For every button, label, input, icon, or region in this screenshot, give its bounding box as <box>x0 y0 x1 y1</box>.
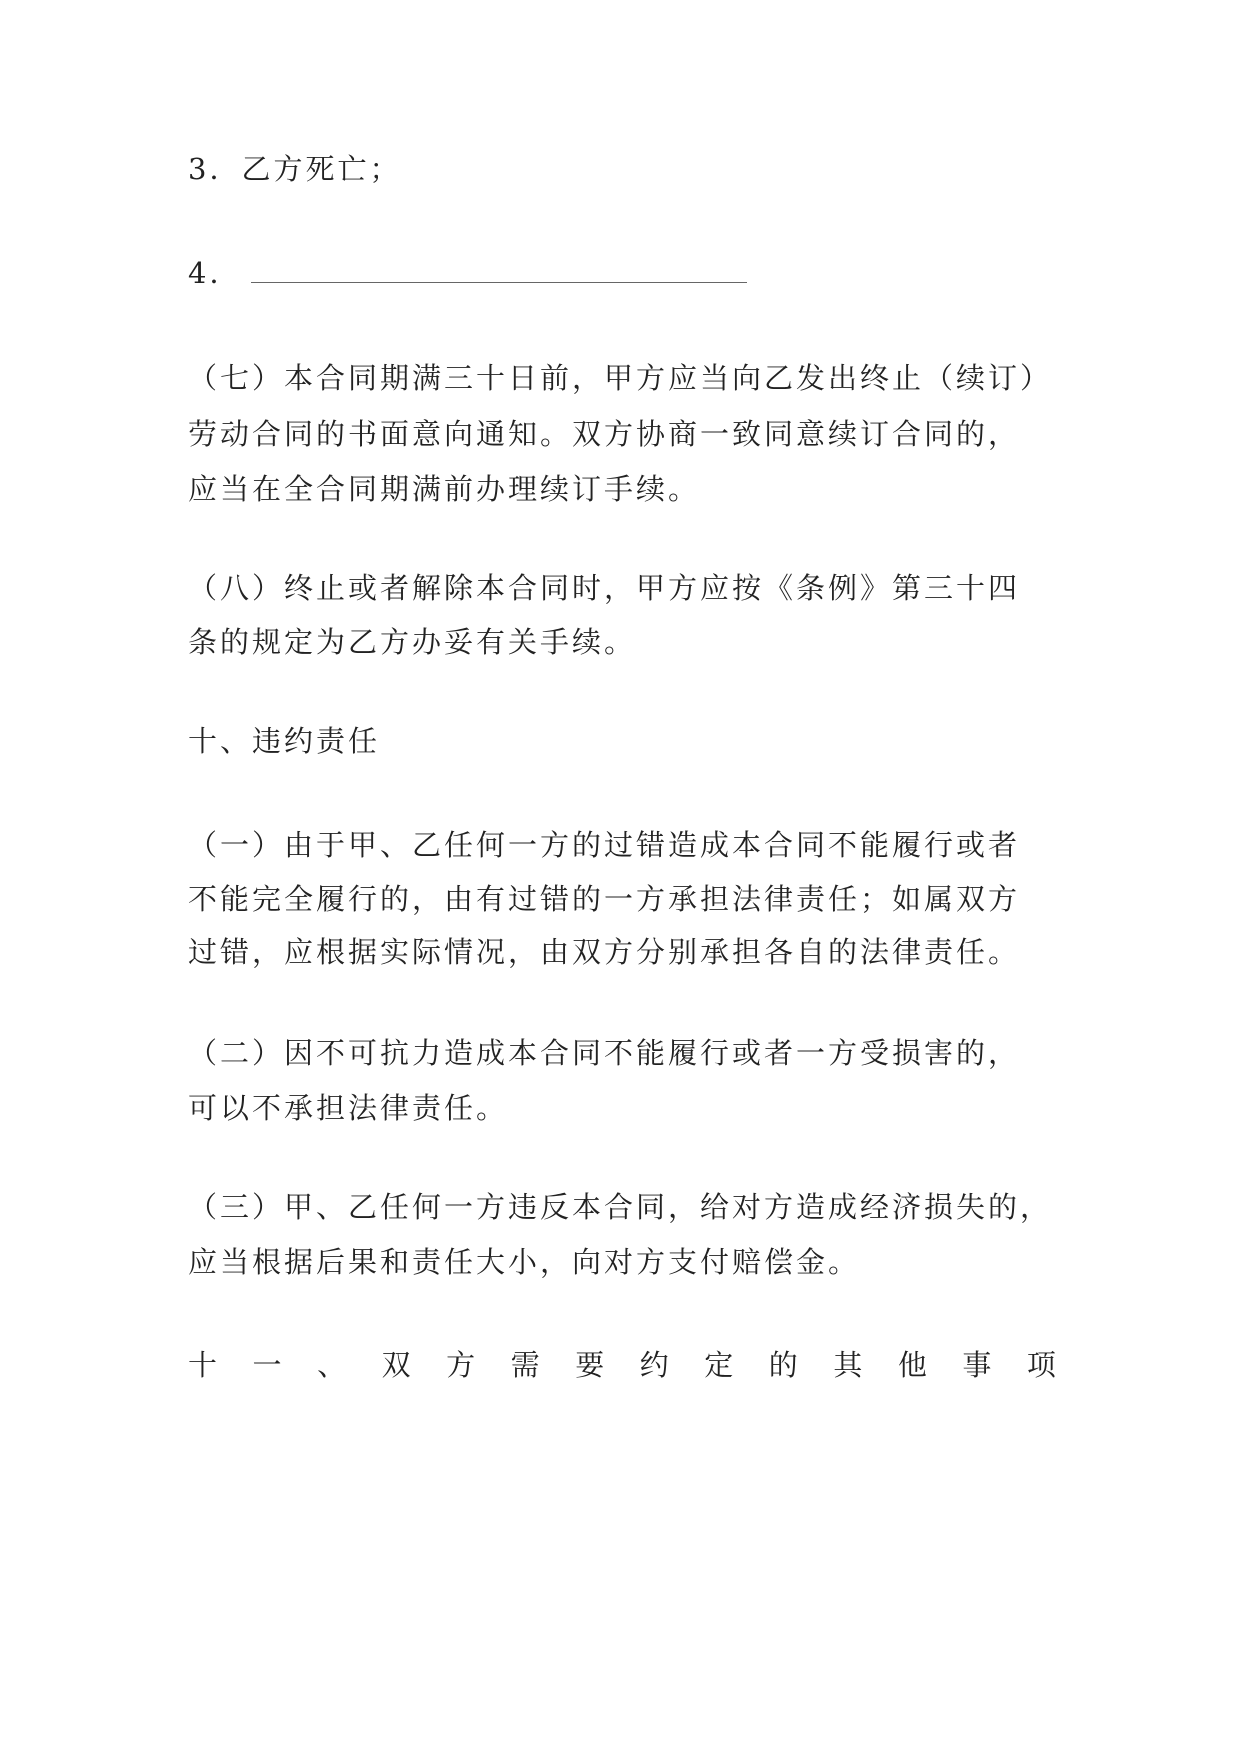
heading-char: 一 <box>252 1348 282 1382</box>
paragraph-one-line-3: 过错，应根据实际情况，由双方分别承担各自的法律责任。 <box>188 935 1021 969</box>
heading-char: 方 <box>446 1348 476 1382</box>
paragraph-7-line-3: 应当在全合同期满前办理续订手续。 <box>188 472 701 506</box>
heading-char: 双 <box>381 1348 411 1382</box>
section-10-heading: 十、违约责任 <box>188 724 381 758</box>
list-item-3: 3．乙方死亡； <box>188 152 402 186</box>
paragraph-one-line-2: 不能完全履行的，由有过错的一方承担法律责任；如属双方 <box>188 882 1021 916</box>
list-item-4 <box>188 244 1068 302</box>
heading-char: 需 <box>510 1348 540 1382</box>
section-11-heading <box>188 1336 1056 1394</box>
paragraph-8-line-1: （八）终止或者解除本合同时，甲方应按《条例》第三十四 <box>188 571 1021 605</box>
paragraph-three-line-2: 应当根据后果和责任大小，向对方支付赔偿金。 <box>188 1245 861 1279</box>
heading-char: 十 <box>188 1348 218 1382</box>
paragraph-two-line-1: （二）因不可抗力造成本合同不能履行或者一方受损害的， <box>188 1036 1021 1070</box>
paragraph-one-line-1: （一）由于甲、乙任何一方的过错造成本合同不能履行或者 <box>188 828 1021 862</box>
heading-char: 的 <box>768 1348 798 1382</box>
heading-char: 事 <box>962 1348 992 1382</box>
heading-char: 项 <box>1026 1348 1056 1382</box>
heading-char: 他 <box>897 1348 927 1382</box>
paragraph-8-line-2: 条的规定为乙方办妥有关手续。 <box>188 625 637 659</box>
fill-in-blank-line <box>251 281 747 283</box>
heading-char: 约 <box>639 1348 669 1382</box>
list-item-4-number: 4． <box>188 256 242 290</box>
paragraph-two-line-2: 可以不承担法律责任。 <box>188 1091 509 1125</box>
heading-char: 要 <box>575 1348 605 1382</box>
heading-char: 其 <box>833 1348 863 1382</box>
heading-char: 定 <box>704 1348 734 1382</box>
paragraph-three-line-1: （三）甲、乙任何一方违反本合同，给对方造成经济损失的， <box>188 1190 1053 1224</box>
paragraph-7-line-2: 劳动合同的书面意向通知。双方协商一致同意续订合同的， <box>188 417 1021 451</box>
heading-char: 、 <box>317 1348 347 1382</box>
paragraph-7-line-1: （七）本合同期满三十日前，甲方应当向乙发出终止（续订） <box>188 361 1053 395</box>
